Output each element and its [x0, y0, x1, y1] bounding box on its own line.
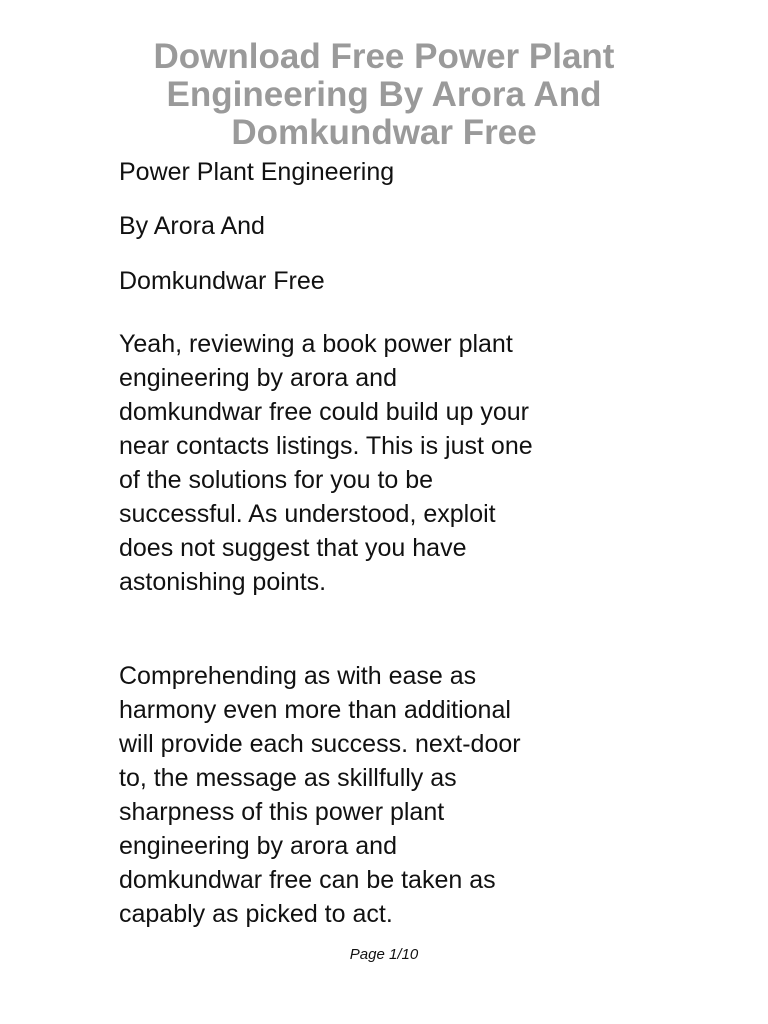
paragraph-line: astonishing points. — [119, 568, 327, 596]
paragraph-line: harmony even more than additional — [119, 696, 511, 724]
paragraph-line: engineering by arora and — [119, 832, 397, 860]
paragraph-line: to, the message as skillfully as — [119, 764, 457, 792]
paragraph-line: domkundwar free can be taken as — [119, 866, 496, 894]
header-title-line: Engineering By Arora And — [166, 75, 602, 114]
paragraph-line: near contacts listings. This is just one — [119, 432, 533, 460]
document-title-line: Domkundwar Free — [119, 267, 325, 295]
page-number: Page 1/10 — [349, 946, 419, 963]
paragraph-line: successful. As understood, exploit — [119, 500, 496, 528]
paragraph-line: Comprehending as with ease as — [119, 662, 477, 690]
paragraph-line: domkundwar free could build up your — [119, 398, 529, 426]
paragraph-line: capably as picked to act. — [119, 900, 393, 928]
paragraph-line: will provide each success. next-door — [119, 730, 521, 758]
paragraph-1 — [119, 327, 533, 599]
paragraph-line: of the solutions for you to be — [119, 466, 434, 494]
paragraph-line: Yeah, reviewing a book power plant — [119, 330, 513, 358]
paragraph-line: sharpness of this power plant — [119, 798, 445, 826]
header-title-line: Domkundwar Free — [231, 113, 537, 152]
paragraph-2 — [119, 659, 521, 931]
paragraph-line: does not suggest that you have — [119, 534, 467, 562]
document-title-line: By Arora And — [119, 212, 265, 240]
paragraph-line: engineering by arora and — [119, 364, 397, 392]
document-title-line: Power Plant Engineering — [119, 158, 395, 186]
header-title-line: Download Free Power Plant — [153, 37, 615, 76]
page-header-title — [0, 38, 768, 152]
